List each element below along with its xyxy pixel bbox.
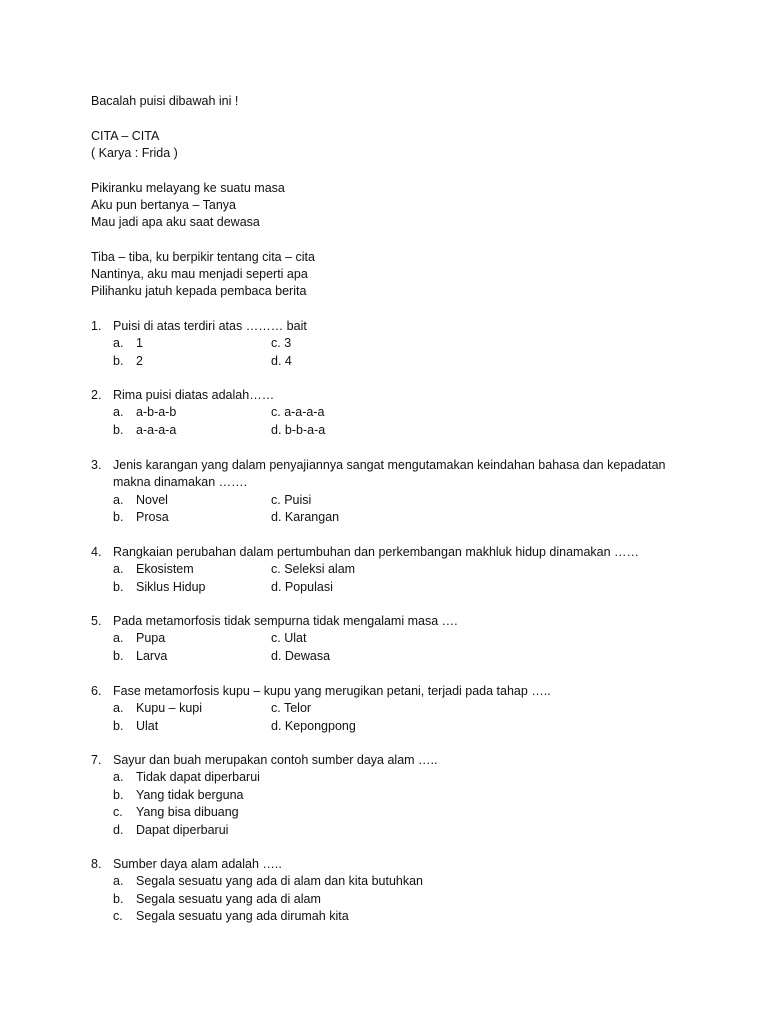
question-4 — [91, 544, 681, 596]
option-label: a. — [113, 492, 124, 507]
option-label: b. — [113, 648, 124, 663]
question-number: 4. — [91, 545, 102, 559]
question-1 — [91, 318, 681, 370]
option-label: c. — [113, 909, 123, 924]
question-text: Sayur dan buah merupakan contoh sumber daya alam ….. — [113, 753, 438, 767]
option-c: c. Telor — [271, 701, 312, 716]
option-a: Ekosistem — [136, 562, 194, 577]
poem-line: Mau jadi apa aku saat dewasa — [91, 215, 260, 229]
question-number: 2. — [91, 388, 102, 402]
option-label: a. — [113, 874, 124, 889]
option-label: b. — [113, 353, 124, 368]
question-3 — [91, 457, 681, 527]
instruction-text: Bacalah puisi dibawah ini ! — [91, 94, 239, 108]
option-a: Pupa — [136, 631, 166, 646]
option-label: b. — [113, 422, 124, 437]
option-c: c. a-a-a-a — [271, 405, 325, 420]
option-a: Tidak dapat diperbarui — [136, 770, 260, 785]
option-a: Segala sesuatu yang ada di alam dan kita butuhkan — [136, 874, 424, 889]
question-text: Sumber daya alam adalah ….. — [113, 857, 282, 871]
question-text: Fase metamorfosis kupu – kupu yang merugikan petani, terjadi pada tahap ….. — [113, 684, 551, 698]
question-number: 7. — [91, 753, 102, 767]
option-b: Siklus Hidup — [136, 579, 206, 594]
option-d: Dapat diperbarui — [136, 822, 229, 837]
option-c: c. 3 — [271, 336, 292, 351]
option-label: b. — [113, 718, 124, 733]
question-number: 5. — [91, 614, 102, 628]
question-number: 6. — [91, 684, 102, 698]
option-label: c. — [113, 805, 123, 820]
option-d: d. 4 — [271, 353, 292, 368]
poem-line: Pilihanku jatuh kepada pembaca berita — [91, 284, 307, 298]
question-7 — [91, 752, 681, 839]
option-c: Yang bisa dibuang — [136, 805, 239, 820]
option-d: d. Populasi — [271, 579, 333, 594]
poem-author: ( Karya : Frida ) — [91, 146, 178, 160]
option-b: Prosa — [136, 510, 169, 525]
question-text: Rima puisi diatas adalah…… — [113, 388, 275, 402]
question-text: Puisi di atas terdiri atas ……… bait — [113, 319, 307, 333]
option-c: c. Seleksi alam — [271, 562, 356, 577]
option-b: Segala sesuatu yang ada di alam — [136, 891, 321, 906]
option-label: b. — [113, 787, 124, 802]
option-label: b. — [113, 510, 124, 525]
question-8 — [91, 856, 681, 926]
option-b: 2 — [136, 353, 143, 368]
question-number: 8. — [91, 857, 102, 871]
option-label: a. — [113, 405, 124, 420]
option-b: a-a-a-a — [136, 422, 177, 437]
option-b: Larva — [136, 648, 168, 663]
question-6 — [91, 683, 681, 735]
option-a: Kupu – kupi — [136, 701, 203, 716]
option-label: d. — [113, 822, 124, 837]
question-text: Rangkaian perubahan dalam pertumbuhan dan perkembangan makhluk hidup dinamakan …… — [113, 545, 640, 559]
option-b: Yang tidak berguna — [136, 787, 244, 802]
option-c: c. Ulat — [271, 631, 307, 646]
poem-line: Nantinya, aku mau menjadi seperti apa — [91, 267, 308, 281]
option-c: c. Puisi — [271, 492, 312, 507]
question-5 — [91, 613, 681, 665]
poem-line: Aku pun bertanya – Tanya — [91, 198, 237, 212]
question-text-continued: makna dinamakan ……. — [113, 475, 248, 490]
option-d: d. Kepongpong — [271, 718, 356, 733]
option-a: Novel — [136, 492, 168, 507]
option-d: d. b-b-a-a — [271, 422, 326, 437]
question-2 — [91, 387, 681, 439]
option-label: b. — [113, 891, 124, 906]
option-label: a. — [113, 631, 124, 646]
option-d: d. Karangan — [271, 510, 340, 525]
option-c: Segala sesuatu yang ada dirumah kita — [136, 909, 349, 924]
question-number: 1. — [91, 319, 102, 333]
poem-line: Tiba – tiba, ku berpikir tentang cita – cita — [91, 250, 315, 264]
option-label: b. — [113, 579, 124, 594]
option-a: a-b-a-b — [136, 405, 177, 420]
option-label: a. — [113, 562, 124, 577]
option-label: a. — [113, 336, 124, 351]
poem-title: CITA – CITA — [91, 129, 160, 143]
option-a: 1 — [136, 336, 143, 351]
option-b: Ulat — [136, 718, 159, 733]
poem-line: Pikiranku melayang ke suatu masa — [91, 181, 285, 195]
option-d: d. Dewasa — [271, 648, 331, 663]
question-number: 3. — [91, 458, 102, 472]
option-label: a. — [113, 770, 124, 785]
question-text: Pada metamorfosis tidak sempurna tidak mengalami masa …. — [113, 614, 458, 628]
option-label: a. — [113, 701, 124, 716]
question-text: Jenis karangan yang dalam penyajiannya sangat mengutamakan keindahan bahasa dan kepadatan — [113, 458, 666, 472]
